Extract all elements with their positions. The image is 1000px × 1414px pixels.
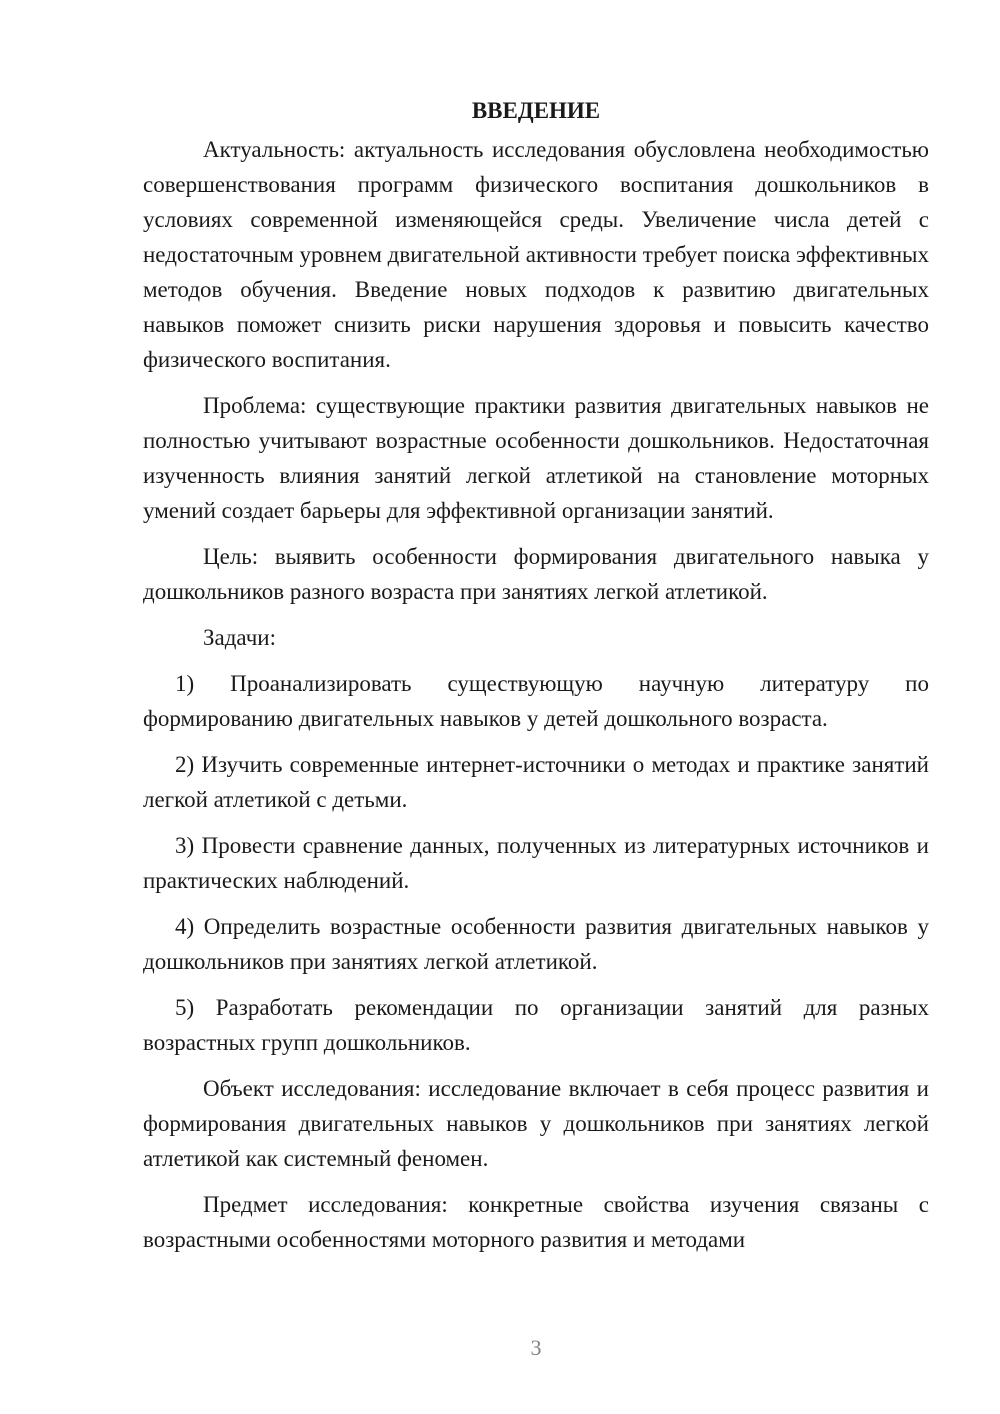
relevance-paragraph: Актуальность: актуальность исследования обусловлена необходимостью совершенствования программ физического воспитания дошкольников в условиях современной изменяющейся среды. Увеличение числа детей с недостаточным уровнем двигательной активности требует поиска эффективных методов обучения. Введение новых подходов к развитию двигательных навыков поможет снизить риски нарушения здоровья и повысить качество физического воспитания. (143, 137, 929, 372)
problem-paragraph: Проблема: существующие практики развития двигательных навыков не полностью учитывают возрастные особенности дошкольников. Недостаточная изученность влияния занятий легкой атлетикой на становление моторных умений создает барьеры для эффективной организации занятий. (143, 393, 929, 523)
object-paragraph: Объект исследования: исследование включает в себя процесс развития и формирования двигательных навыков у дошкольников при занятиях легкой атлетикой как системный феномен. (143, 1076, 929, 1171)
page-content (143, 93, 929, 1268)
tasks-heading: Задачи: (203, 625, 276, 650)
task-item-2: 2) Изучить современные интернет-источники о методах и практике занятий легкой атлетикой с детьми. (143, 752, 929, 812)
task-item-1: 1) Проанализировать существующую научную литературу по формированию двигательных навыков у детей дошкольного возраста. (143, 671, 929, 731)
subject-paragraph: Предмет исследования: конкретные свойства изучения связаны с возрастными особенностями моторного развития и методами (143, 1192, 929, 1252)
task-item-3: 3) Провести сравнение данных, полученных из литературных источников и практических наблюдений. (143, 833, 929, 893)
task-item-4: 4) Определить возрастные особенности развития двигательных навыков у дошкольников при занятиях легкой атлетикой. (143, 914, 929, 974)
page-number: 3 (530, 1335, 542, 1360)
goal-paragraph: Цель: выявить особенности формирования двигательного навыка у дошкольников разного возраста при занятиях легкой атлетикой. (143, 544, 929, 604)
task-item-5: 5) Разработать рекомендации по организации занятий для разных возрастных групп дошкольников. (143, 995, 929, 1055)
section-title: ВВЕДЕНИЕ (471, 98, 601, 123)
